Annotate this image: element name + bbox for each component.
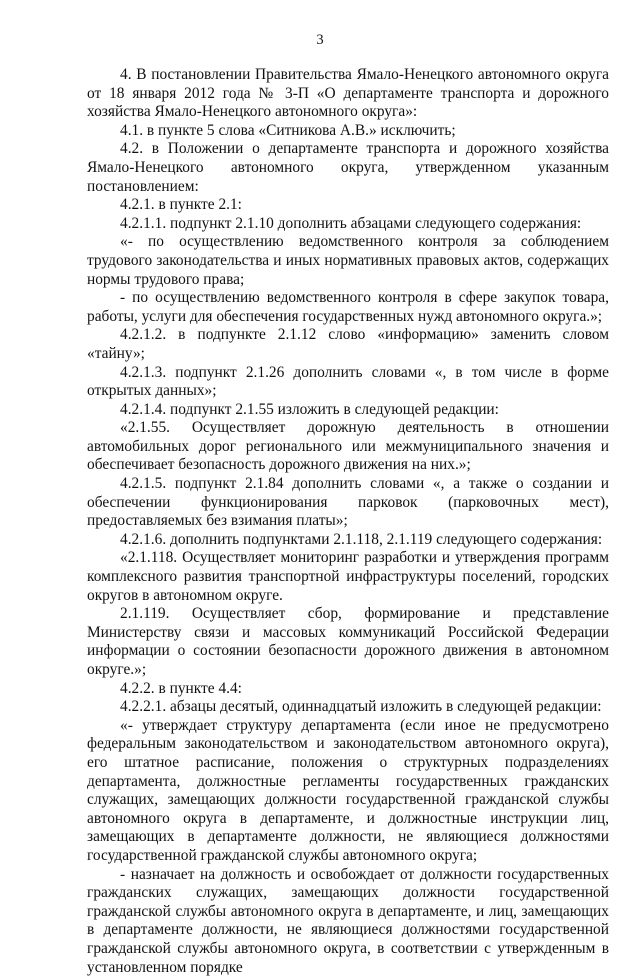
paragraph-quote-2-1-119: 2.1.119. Осуществляет сбор, формирование и представление Министерству связи и массовых коммуникаций Российской Федерации информации о состоянии безопасности дорожного движения в автономном округе.»; xyxy=(87,605,609,678)
paragraph-4: 4. В постановлении Правительства Ямало-Ненецкого автономного округа от 18 января 2012 года № 3-П «О департаменте транспорта и дорожного хозяйства Ямало-Ненецкого автономного округа»: xyxy=(87,66,609,121)
paragraph-quote-structure: «- утверждает структуру департамента (если иное не предусмотрено федеральным законодательством и законодательством автономного округа), его штатное расписание, положения о структурных подразделениях департамента, должностные регламенты государственных гражданских служащих, замещающих должности государственной гражданской службы автономного округа в департаменте, и должностные инструкции лиц, замещающих в департаменте должности, не являющиеся должностями государственной гражданской службы автономного округа; xyxy=(87,716,609,864)
paragraph-4-2-1-4: 4.2.1.4. подпункт 2.1.55 изложить в следующей редакции: xyxy=(120,400,499,418)
document-body xyxy=(87,66,609,977)
paragraph-4-2-1-2: 4.2.1.2. в подпункте 2.1.12 слово «информацию» заменить словом «тайну»; xyxy=(87,326,609,362)
paragraph-4-2-1-5: 4.2.1.5. подпункт 2.1.84 дополнить словами «, а также о создании и обеспечении функционирования парковок (парковочных мест), предоставляемых без взимания платы»; xyxy=(87,475,609,530)
paragraph-quote-labor-control: «- по осуществлению ведомственного контроля за соблюдением трудового законодательства и иных нормативных правовых актов, содержащих нормы трудового права; xyxy=(87,233,609,288)
paragraph-4-2-1-1: 4.2.1.1. подпункт 2.1.10 дополнить абзацами следующего содержания: xyxy=(120,214,582,232)
paragraph-quote-2-1-118: «2.1.118. Осуществляет мониторинг разработки и утверждения программ комплексного развития транспортной инфраструктуры поселений, городских округов в автономном округе. xyxy=(87,549,609,604)
paragraph-quote-procurement-control: - по осуществлению ведомственного контроля в сфере закупок товара, работы, услуги для обеспечения государственных нужд автономного округа.»; xyxy=(87,289,609,325)
paragraph-4-2-1: 4.2.1. в пункте 2.1: xyxy=(120,196,242,214)
page-number: 3 xyxy=(316,32,324,48)
paragraph-quote-2-1-55: «2.1.55. Осуществляет дорожную деятельность в отношении автомобильных дорог регионального или межмуниципального значения и обеспечивает безопасность дорожного движения на них.»; xyxy=(87,419,609,474)
paragraph-4-2-2: 4.2.2. в пункте 4.4: xyxy=(120,679,242,697)
paragraph-quote-appointment: - назначает на должность и освобождает от должности государственных гражданских служащих, замещающих должности государственной гражданской службы автономного округа в департаменте, и лиц, замещающих в департаменте должности, не являющиеся должностями государственной гражданской службы автономного округа, в соответствии с утвержденным в установленном порядке xyxy=(87,865,609,976)
paragraph-4-1: 4.1. в пункте 5 слова «Ситникова А.В.» исключить; xyxy=(120,121,456,139)
paragraph-4-2-1-6: 4.2.1.6. дополнить подпунктами 2.1.118, 2.1.119 следующего содержания: xyxy=(120,530,603,548)
paragraph-4-2: 4.2. в Положении о департаменте транспорта и дорожного хозяйства Ямало-Ненецкого автономного округа, утвержденном указанным постановлением: xyxy=(87,140,609,195)
paragraph-4-2-2-1: 4.2.2.1. абзацы десятый, одиннадцатый изложить в следующей редакции: xyxy=(120,698,602,716)
paragraph-4-2-1-3: 4.2.1.3. подпункт 2.1.26 дополнить словами «, в том числе в форме открытых данных»; xyxy=(87,363,609,400)
